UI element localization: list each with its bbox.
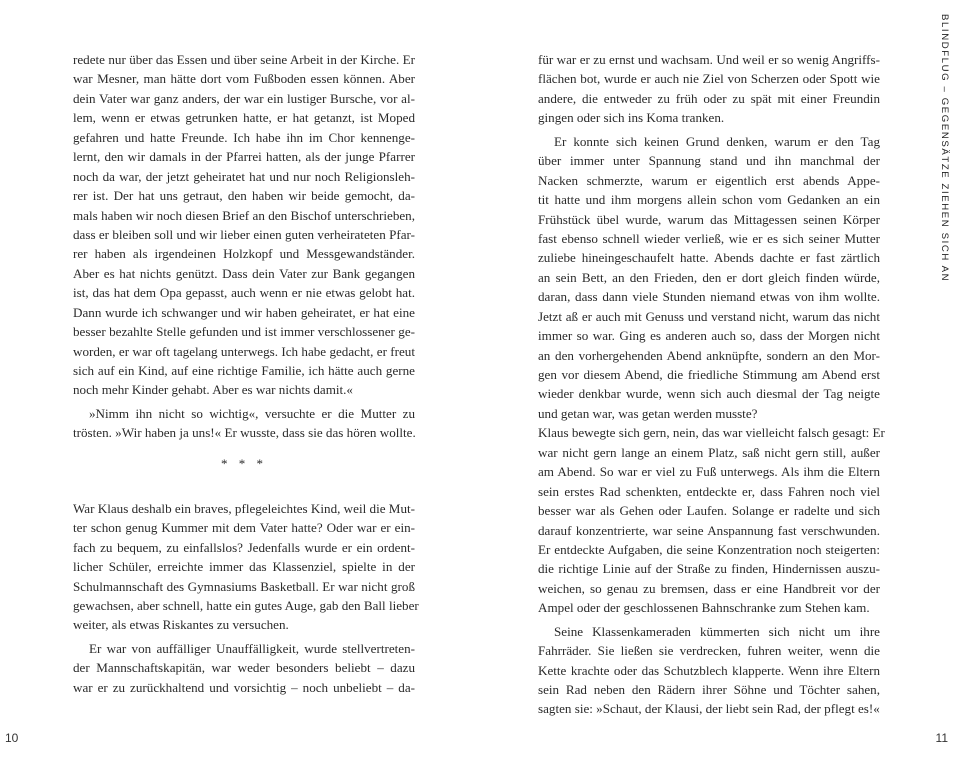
left-page [73,50,419,697]
text-line: dass er bleiben soll und wir lieber einen guten verheirateten Pfar- [73,226,415,242]
text-line: war Mesner, man hätte dort vom Fußboden essen können. Aber [73,71,415,87]
text-line: Klaus bewegte sich gern, nein, das war vielleicht falsch gesagt: Er [538,425,885,441]
text-line: zuliebe hineingeschaufelt hatte. Abends dachte er fast zärtlich [538,250,880,266]
text-line: daran, dass dann viele Stunden niemand etwas von ihm wollte. [538,289,880,305]
text-line: tit hatte und ihm morgens allein schon vom Gedanken an ein [538,192,880,208]
text-line: lernt, den wir damals in der Pfarrei hatten, als der junge Pfarrer [73,149,415,165]
text-line: für war er zu ernst und wachsam. Und weil er so wenig Angriffs- [538,52,880,67]
text-line: gefahren und hatte Freunde. Ich habe ihn im Chor kennenge- [73,129,415,145]
right-paragraph-spannung [538,132,880,424]
right-paragraph-bewegung [538,423,885,617]
running-head-text: BLINDFLUG – GEGENSÄTZE ZIEHEN SICH AN [939,14,950,283]
text-line: gewachsen, aber schnell, hatte ein gutes Auge, gab den Ball lieber [73,597,419,613]
text-line: Aber es hat nichts genützt. Dass dein Vater zur Bank gegangen [73,265,415,281]
text-line: »Nimm ihn nicht so wichtig«, versuchte er die Mutter zu [89,405,415,421]
text-line: mals haben wir noch diesen Brief an den Bischof unterschrieben, [73,207,415,223]
text-line: lem, wenn er etwas getrunken hatte, er hat getanzt, ist Moped [73,110,415,126]
text-line: fast ebenso schnell wieder verließ, wie er es sich seiner Mutter [538,230,880,246]
text-line: sagten sie: »Schaut, der Klausi, der liebt sein Rad, der pflegt es!« [538,701,880,717]
left-paragraph-klaus [73,499,419,635]
text-line: gen vor diesem Abend, die friedliche Stimmung am Abend erst [538,367,880,382]
text-line: der Mannschaftskapitän, war weder besonders beliebt – dazu [73,660,415,676]
left-paragraph-dialogue [73,404,415,443]
text-line: immer so war. Ging es anderen auch so, dass der Morgen nicht [538,328,880,344]
text-line: Frühstück übel wurde, warum das Mittagessen seinen Körper [538,211,880,227]
text-line: flächen bot, wurde er auch nie Ziel von Scherzen oder Spott wie [538,71,880,87]
text-line: redete nur über das Essen und über seine Arbeit in der Kirche. Er [73,52,415,67]
text-line: andere, die entweder zu früh oder zu spät mit einer Freundin [538,90,880,106]
text-line: ter schon genug Kummer mit dem Vater hatte? Oder war er ein- [73,520,415,536]
text-line: noch mehr Kinder gehabt. Aber es war nichts damit.« [73,382,353,398]
text-line: Er konnte sich keinen Grund denken, warum er den Tag [554,133,880,149]
text-line: besser war als Gehen oder Laufen. Solange er radelte und sich [538,503,880,519]
running-head [937,14,951,283]
right-page [538,50,885,719]
text-line: wieder denkbar wurde, wenn sich auch diesmal der Tag neigte [538,386,880,402]
text-line: Schulmannschaft des Gymnasiums Basketball. Er war nicht groß [73,578,415,594]
text-line: Fahrräder. Sie ließen sie verdrecken, fuhren weiter, wenn die [538,643,880,659]
text-line: weichen, so genau zu bremsen, dass er eine Handbreit vor der [538,580,880,596]
left-paragraph-continued [73,50,415,400]
text-line: darauf konzentrierte, war seine Anspannung fast verschwunden. [538,522,880,538]
text-line: sein erstes Rad schenkten, entdeckte er, dass Fahren noch viel [538,483,880,499]
text-line: und getan war, was getan werden musste? [538,405,758,421]
right-paragraph-klassenkameraden [538,622,880,719]
text-line: dein Vater war ganz anders, der war ein lustiger Bursche, vor al- [73,90,415,106]
text-line: licher Schüler, erreichte immer das Klassenziel, spielte in der [73,559,415,575]
text-line: War Klaus deshalb ein braves, pflegeleichtes Kind, weil die Mut- [73,500,415,516]
text-line: an sein Bett, an den Frieden, den er dort gleich finden würde, [538,269,880,285]
text-line: noch da war, der jetzt geheiratet hat und nur noch Religionsleh- [73,168,415,184]
text-line: Seine Klassenkameraden kümmerten sich nicht um ihre [554,623,880,639]
text-line: besser bezahlte Stelle gefunden und ist immer verschlossener ge- [73,324,415,340]
text-line: weiter, als etwas Riskantes zu versuchen. [73,617,289,633]
text-line: über immer unter Spannung stand und ihn manchmal der [538,153,880,169]
page-number-left: 10 [5,731,19,745]
text-line: trösten. »Wir haben ja uns!« Er wusste, dass sie das hören wollte. [73,425,416,441]
left-paragraph-unauffaellig [73,639,415,697]
text-line: gingen oder sich ins Koma tranken. [538,110,725,126]
text-line: sich auf ein Kind, auf eine richtige Familie, ich hätte auch gerne [73,363,415,378]
right-paragraph-continued [538,50,880,128]
text-line: Kette krachte oder das Schutzblech klapperte. Wenn ihre Eltern [538,662,880,678]
text-line: Er entdeckte Aufgaben, die seine Konzentration noch steigerten: [538,541,880,557]
text-line: rer haben als irgendeinen Holzkopf und Messgewandständer. [73,246,415,262]
text-line: fach zu bequem, zu einfallslos? Jedenfalls wurde er ein ordent- [73,539,415,555]
text-line: am Abend. So war er viel zu Fuß unterwegs. Als ihm die Eltern [538,464,880,480]
text-line: Ampel oder der geschlossenen Bahnschranke zum Stehen kam. [538,600,870,616]
text-line: sein Rad neben den Rädern ihrer Söhne und Töchter sahen, [538,682,880,697]
page-number-right: 11 [935,731,948,745]
text-line: Jetzt aß er auch mit Genuss und verstand nicht, warum das nicht [538,308,880,324]
text-line: Nacken schmerzte, warum er eigentlich erst abends Appe- [538,172,880,188]
text-line: rer ist. Der hat uns getraut, den haben wir beide gemocht, da- [73,188,415,204]
text-line: die richtige Linie auf der Straße zu finden, Hindernissen auszu- [538,561,880,577]
text-line: worden, er war oft tagelang unterwegs. Ich habe gedacht, er freut [73,343,415,359]
section-separator: * * * [221,455,267,471]
text-line: war er zu zurückhaltend und vorsichtig – noch unbeliebt – da- [73,679,415,695]
text-line: Er war von auffälliger Unauffälligkeit, wurde stellvertreten- [89,640,415,656]
text-line: Dann wurde ich schwanger und wir haben geheiratet, er hat eine [73,304,415,320]
text-line: an den vorhergehenden Abend anknüpfte, sondern an den Mor- [538,347,880,363]
text-line: ist, das hat dem Opa gepasst, auch wenn er nie etwas gelobt hat. [73,285,415,301]
text-line: war nicht gern lange an einem Platz, saß nicht gern still, außer [538,444,880,460]
